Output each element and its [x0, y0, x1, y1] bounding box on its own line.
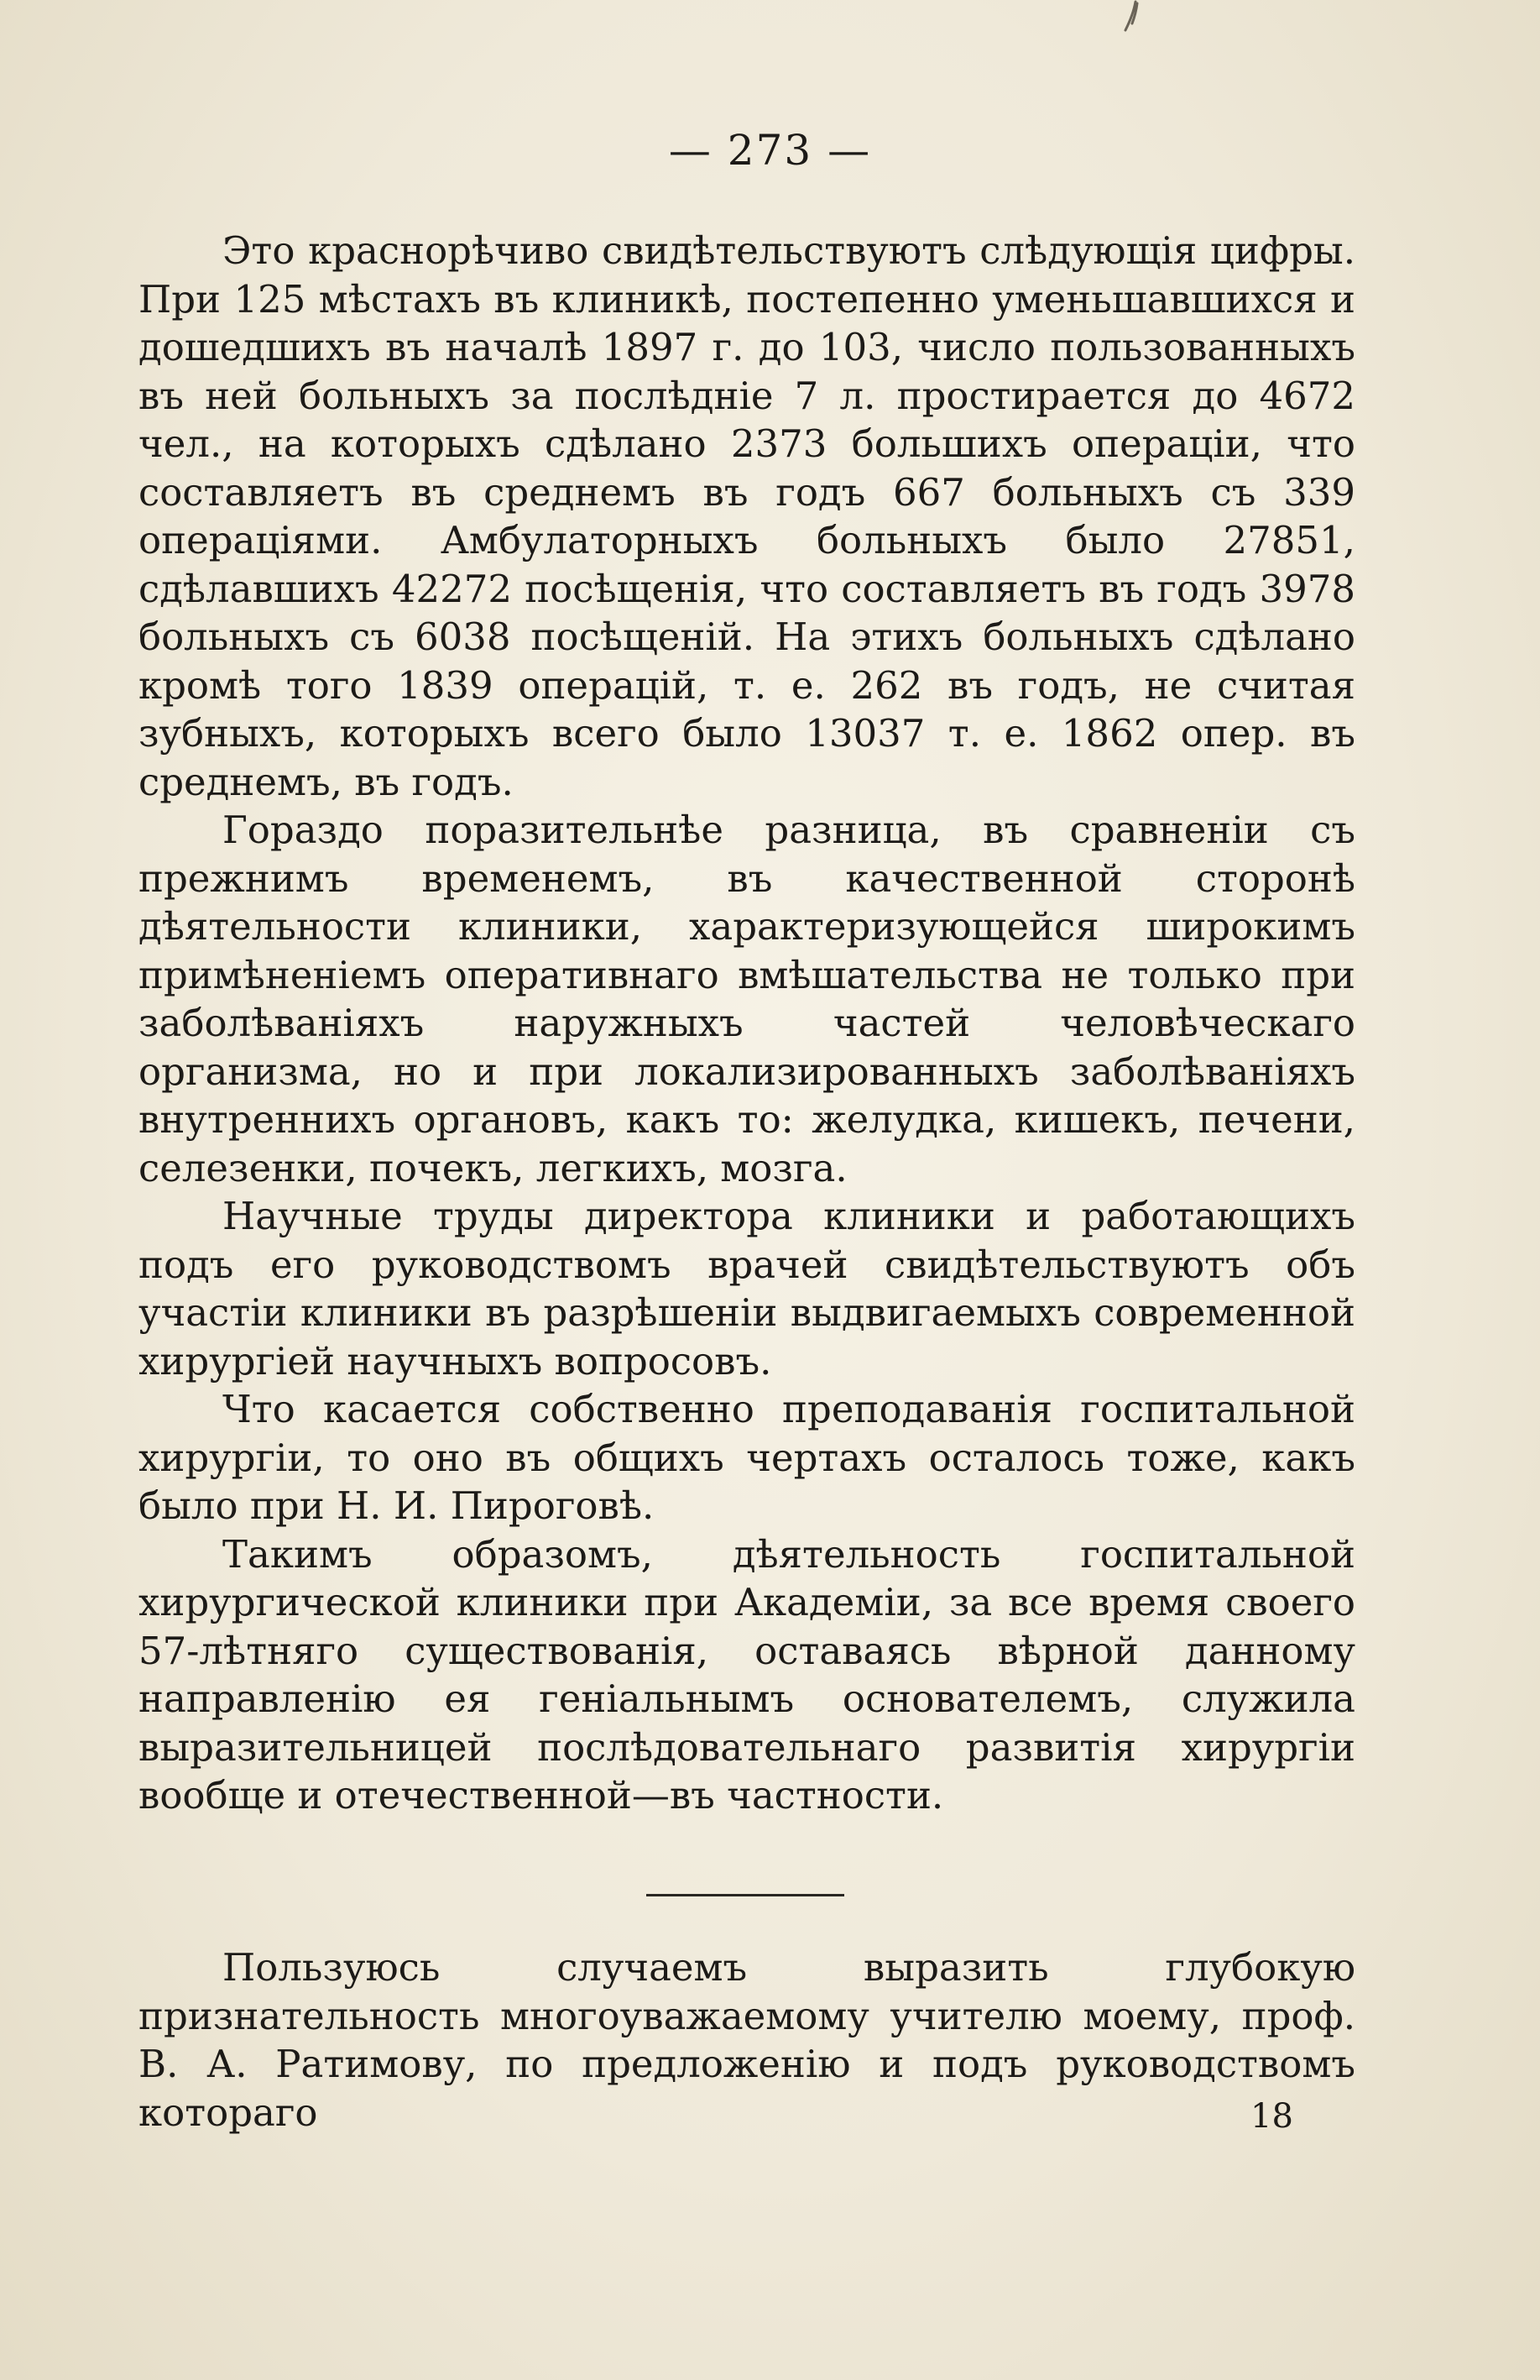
main-text [138, 227, 1355, 1820]
section-divider [646, 1894, 844, 1896]
paragraph-statistics: Это краснорѣчиво свидѣтельствуютъ слѣдующія цифры. При 125 мѣстахъ въ клиникѣ, постепенно уменьшавшихся и дошедшихъ въ началѣ 1897 г. до 103, число пользованныхъ въ ней больныхъ за послѣдніе 7 л. простирается до 4672 чел., на которыхъ сдѣлано 2373 большихъ операціи, что составляетъ въ среднемъ въ годъ 667 больныхъ съ 339 операціями. Амбулаторныхъ больныхъ было 27851, сдѣлавшихъ 42272 посѣщенія, что составляетъ въ годъ 3978 больныхъ съ 6038 посѣщеній. На этихъ больныхъ сдѣлано кромѣ того 1839 операцій, т. е. 262 въ годъ, не считая зубныхъ, которыхъ всего было 13037 т. е. 1862 опер. въ среднемъ, въ годъ. [138, 228, 1355, 804]
pencil-mark-icon [1120, 0, 1146, 42]
paragraph-quality: Гораздо поразительнѣе разница, въ сравненіи съ прежнимъ временемъ, въ качественной сторонѣ дѣятельности клиники, характеризующейся широкимъ примѣненіемъ оперативнаго вмѣшательства не только при заболѣваніяхъ наружныхъ частей человѣческаго организма, но и при локализированныхъ заболѣваніяхъ внутреннихъ органовъ, какъ то: желудка, кишекъ, печени, селезенки, почекъ, легкихъ, мозга. [138, 808, 1355, 1190]
acknowledgement-paragraph: Пользуюсь случаемъ выразить глубокую признательность многоуважаемому учителю моему, проф. В. А. Ратимову, по предложенію и подъ руководствомъ котораго [138, 1945, 1355, 2135]
paragraph-teaching: Что касается собственно преподаванія госпитальной хирургіи, то оно въ общихъ чертахъ осталось тоже, какъ было при Н. И. Пироговѣ. [138, 1387, 1355, 1528]
page-number: — 273 — [668, 126, 872, 175]
signature-mark: 18 [1250, 2097, 1293, 2136]
paragraph-scientific-works: Научные труды директора клиники и работающихъ подъ его руководствомъ врачей свидѣтельствуютъ объ участіи клиники въ разрѣшеніи выдвигаемыхъ современной хирургіей научныхъ вопросовъ. [138, 1194, 1355, 1384]
paragraph-conclusion: Такимъ образомъ, дѣятельность госпитальной хирургической клиники при Академіи, за все время своего 57-лѣтняго существованія, оставаясь вѣрной данному направленію ея геніальнымъ основателемъ, служила выразительницей послѣдовательнаго развитія хирургіи вообще и отечественной—въ частности. [138, 1531, 1355, 1818]
